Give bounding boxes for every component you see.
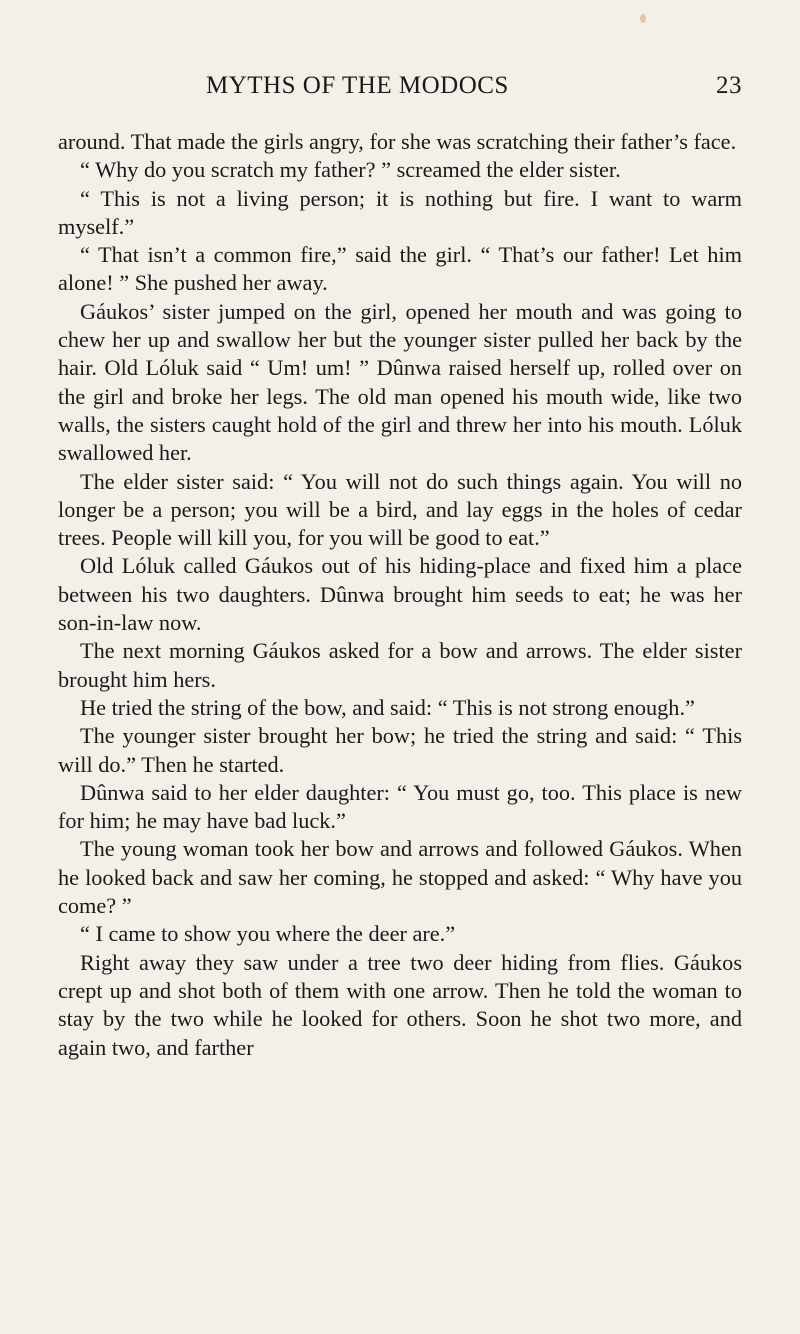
page-number: 23 (716, 72, 742, 99)
paragraph: “ This is not a living person; it is nothing but fire. I want to warm myself.” (58, 185, 742, 239)
paragraph: He tried the string of the bow, and said: “ This is not strong enough.” (80, 694, 695, 720)
running-head: MYTHS OF THE MODOCS (206, 72, 509, 99)
paragraph: around. That made the girls angry, for she was scratching their father’s face. (58, 129, 737, 154)
paragraph: Right away they saw under a tree two deer hiding from flies. Gáukos crept up and shot both of them with one arrow. Then he told the woman to stay by the two while he looked for others. Soon he shot two more, and again two, and farther (58, 949, 742, 1060)
paragraph: “ I came to show you where the deer are.” (80, 921, 456, 947)
paragraph: The young woman took her bow and arrows and followed Gáukos. When he looked back and saw her coming, he stopped and asked: “ Why have you come? ” (58, 836, 742, 919)
paragraph: The younger sister brought her bow; he tried the string and said: “ This will do.” Then he started. (58, 723, 742, 777)
paragraph: “ Why do you scratch my father? ” screamed the elder sister. (80, 157, 621, 183)
paragraph: “ That isn’t a common fire,” said the girl. “ That’s our father! Let him alone! ” She pushed her away. (58, 242, 742, 296)
body-text (58, 128, 742, 1062)
paragraph: The elder sister said: “ You will not do such things again. You will no longer be a person; you will be a bird, and lay eggs in the holes of cedar trees. People will kill you, for you will be good to eat.” (58, 468, 742, 551)
paragraph: Old Lóluk called Gáukos out of his hiding-place and fixed him a place between his two daughters. Dûnwa brought him seeds to eat; he was her son-in-law now. (58, 553, 742, 636)
ink-spot (640, 14, 646, 23)
paragraph: Gáukos’ sister jumped on the girl, opened her mouth and was going to chew her up and swallow her but the younger sister pulled her back by the hair. Old Lóluk said “ Um! um! ” Dûnwa raised herself up, rolled over on the girl and broke her legs. The old man opened his mouth wide, like two walls, the sisters caught hold of the girl and threw her into his mouth. Lóluk swallowed her. (58, 298, 742, 466)
paragraph: Dûnwa said to her elder daughter: “ You must go, too. This place is new for him; he may have bad luck.” (58, 779, 742, 834)
page-header (206, 72, 742, 112)
paragraph: The next morning Gáukos asked for a bow and arrows. The elder sister brought him hers. (58, 638, 742, 692)
